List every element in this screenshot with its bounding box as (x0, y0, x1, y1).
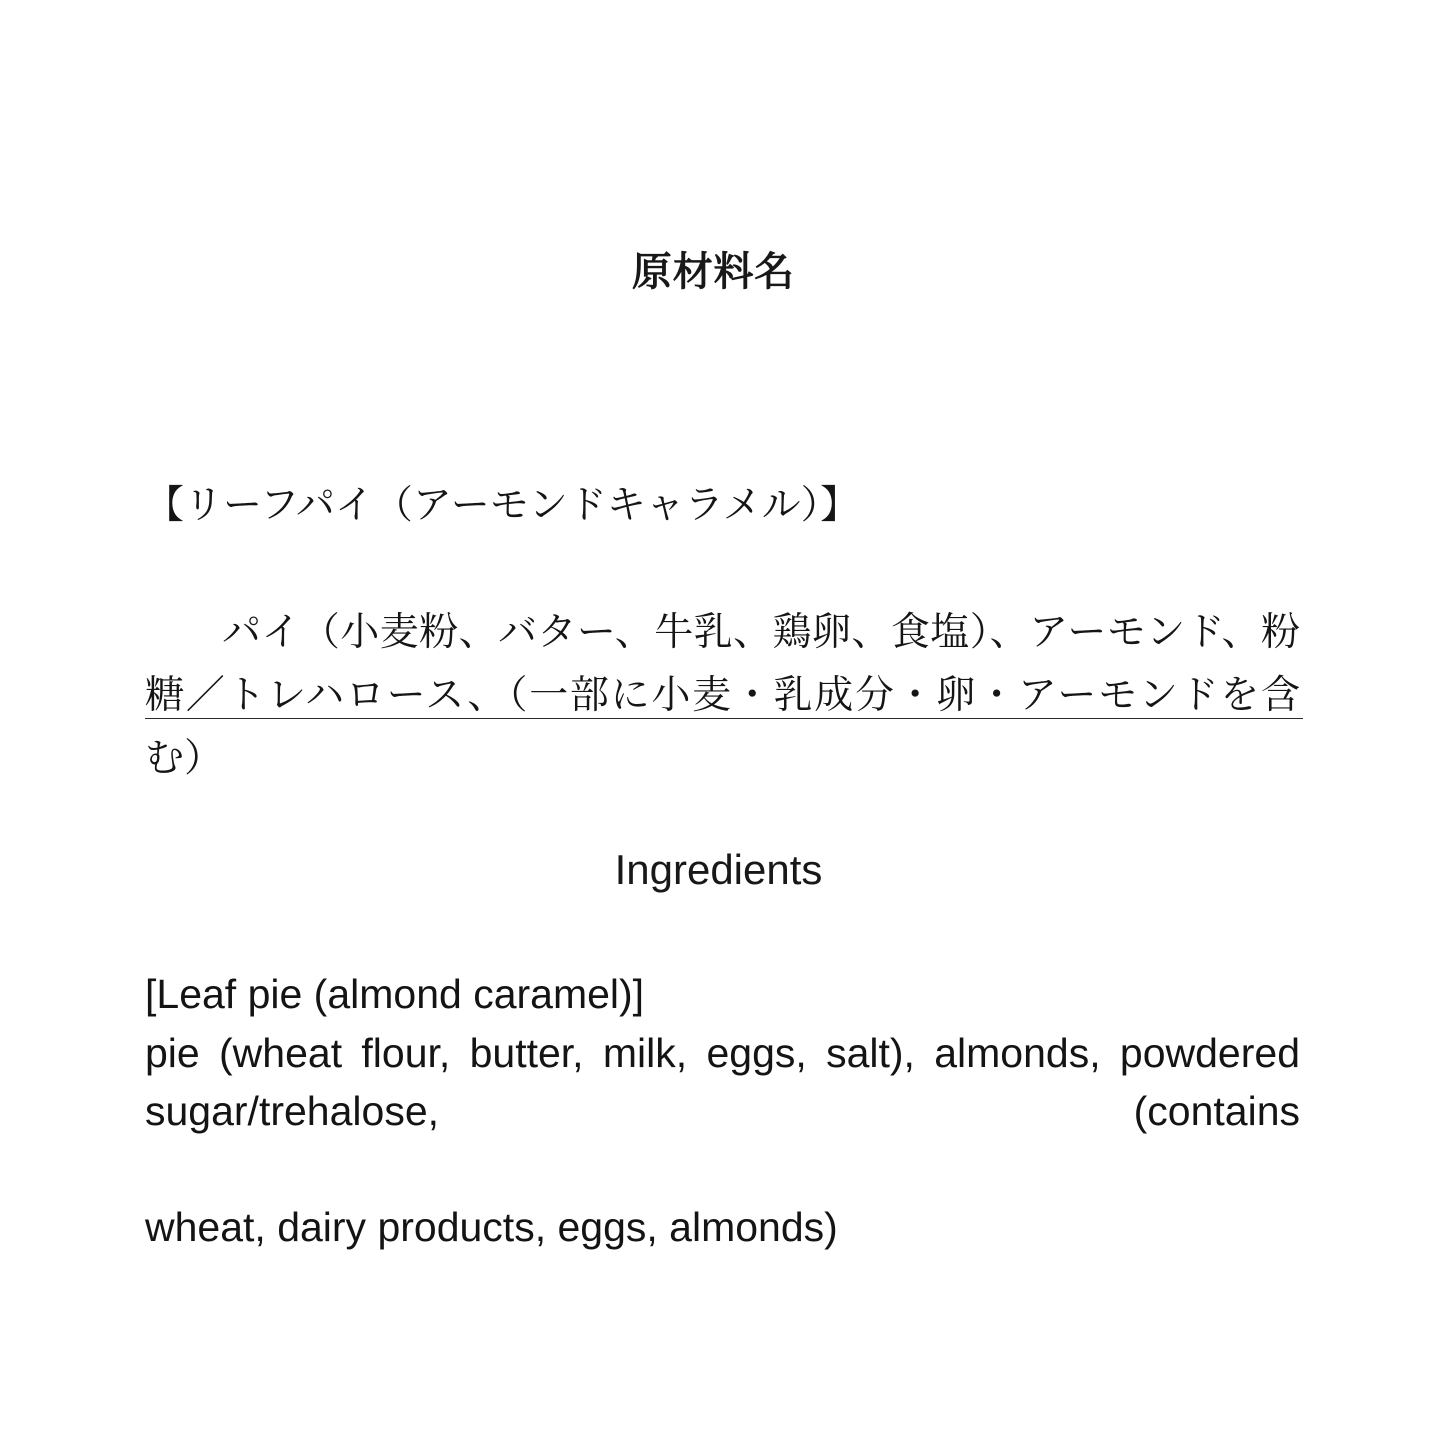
english-ingredients-block (0, 965, 1445, 1256)
japanese-heading: 原材料名 (631, 249, 796, 295)
japanese-section (0, 248, 1445, 853)
english-section (0, 845, 1445, 1256)
english-ingredients-text-last-line: wheat, dairy products, eggs, almonds) (145, 1204, 838, 1251)
english-product-line: [Leaf pie (almond caramel)] (145, 971, 645, 1018)
english-heading: Ingredients (614, 846, 823, 893)
section-divider (145, 718, 1303, 719)
japanese-ingredients-text: パイ（小麦粉、バター、牛乳、鶏卵、食塩）、アーモンド、粉糖／トレハロース、（一部に小麦・乳成分・卵・アーモンドを含む） (145, 609, 1300, 782)
japanese-ingredients-block (0, 348, 1445, 853)
japanese-product-line: 【リーフパイ（アーモンドキャラメル）】 (145, 483, 860, 529)
english-ingredients-text: pie (wheat flour, butter, milk, eggs, salt), almonds, powdered sugar/trehalose, (contains (145, 1029, 1300, 1134)
